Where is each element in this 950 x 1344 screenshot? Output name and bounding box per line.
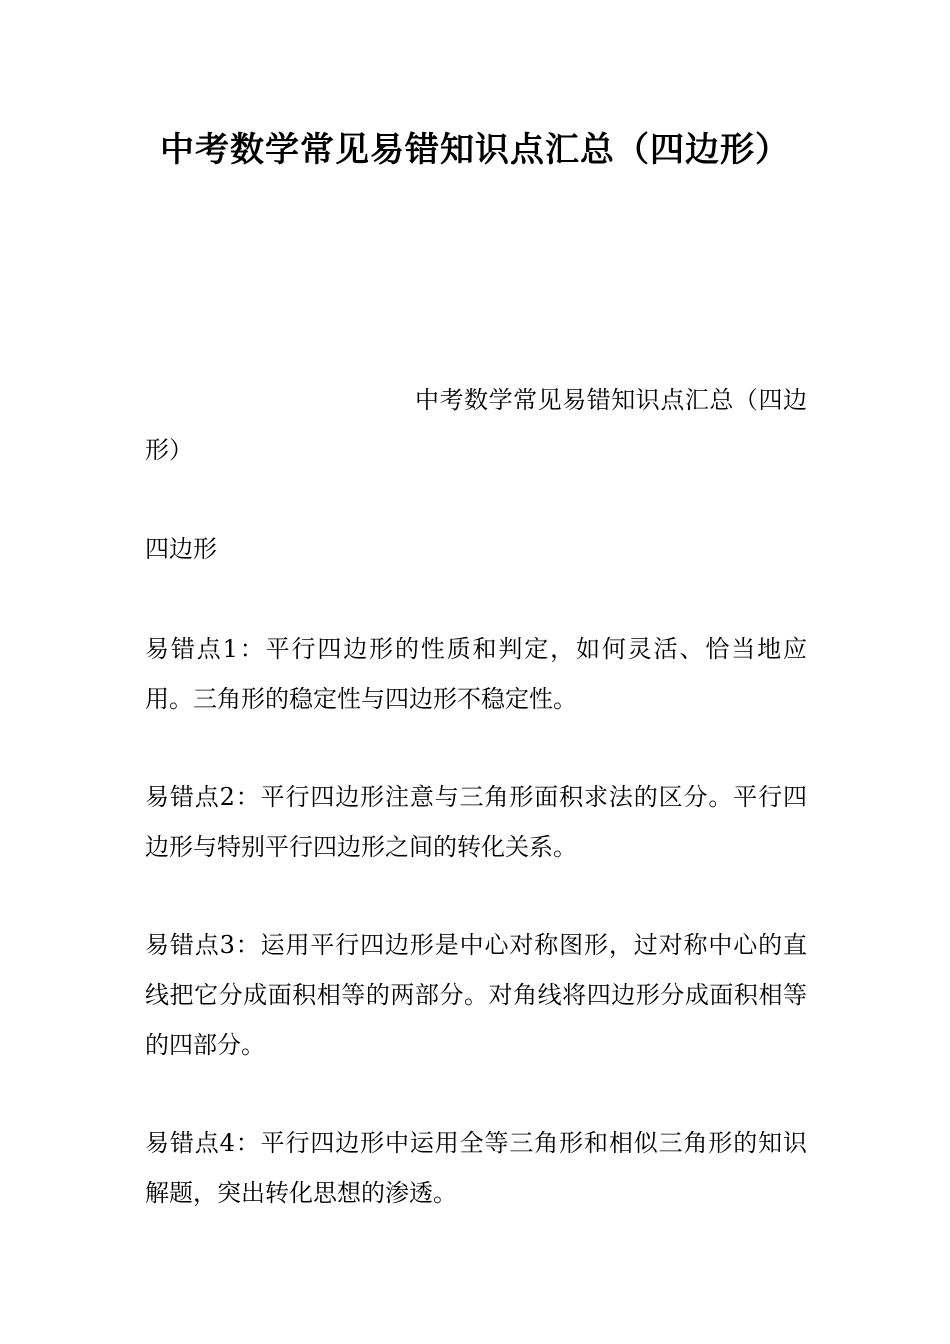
error-point-1: 易错点1：平行四边形的性质和判定，如何灵活、恰当地应用。三角形的稳定性与四边形不稳定性。 <box>145 635 807 713</box>
page-title: 中考数学常见易错知识点汇总（四边形） <box>160 130 790 170</box>
error-point-4: 易错点4：平行四边形中运用全等三角形和相似三角形的知识解题，突出转化思想的渗透。 <box>145 1129 807 1207</box>
document-subtitle: 中考数学常见易错知识点汇总（四边形） <box>145 386 807 464</box>
error-point-2: 易错点2：平行四边形注意与三角形面积求法的区分。平行四边形与特别平行四边形之间的转化关系。 <box>145 783 807 861</box>
error-point-3: 易错点3：运用平行四边形是中心对称图形，过对称中心的直线把它分成面积相等的两部分。对角线将四边形分成面积相等的四部分。 <box>145 931 807 1059</box>
section-heading: 四边形 <box>145 535 217 563</box>
